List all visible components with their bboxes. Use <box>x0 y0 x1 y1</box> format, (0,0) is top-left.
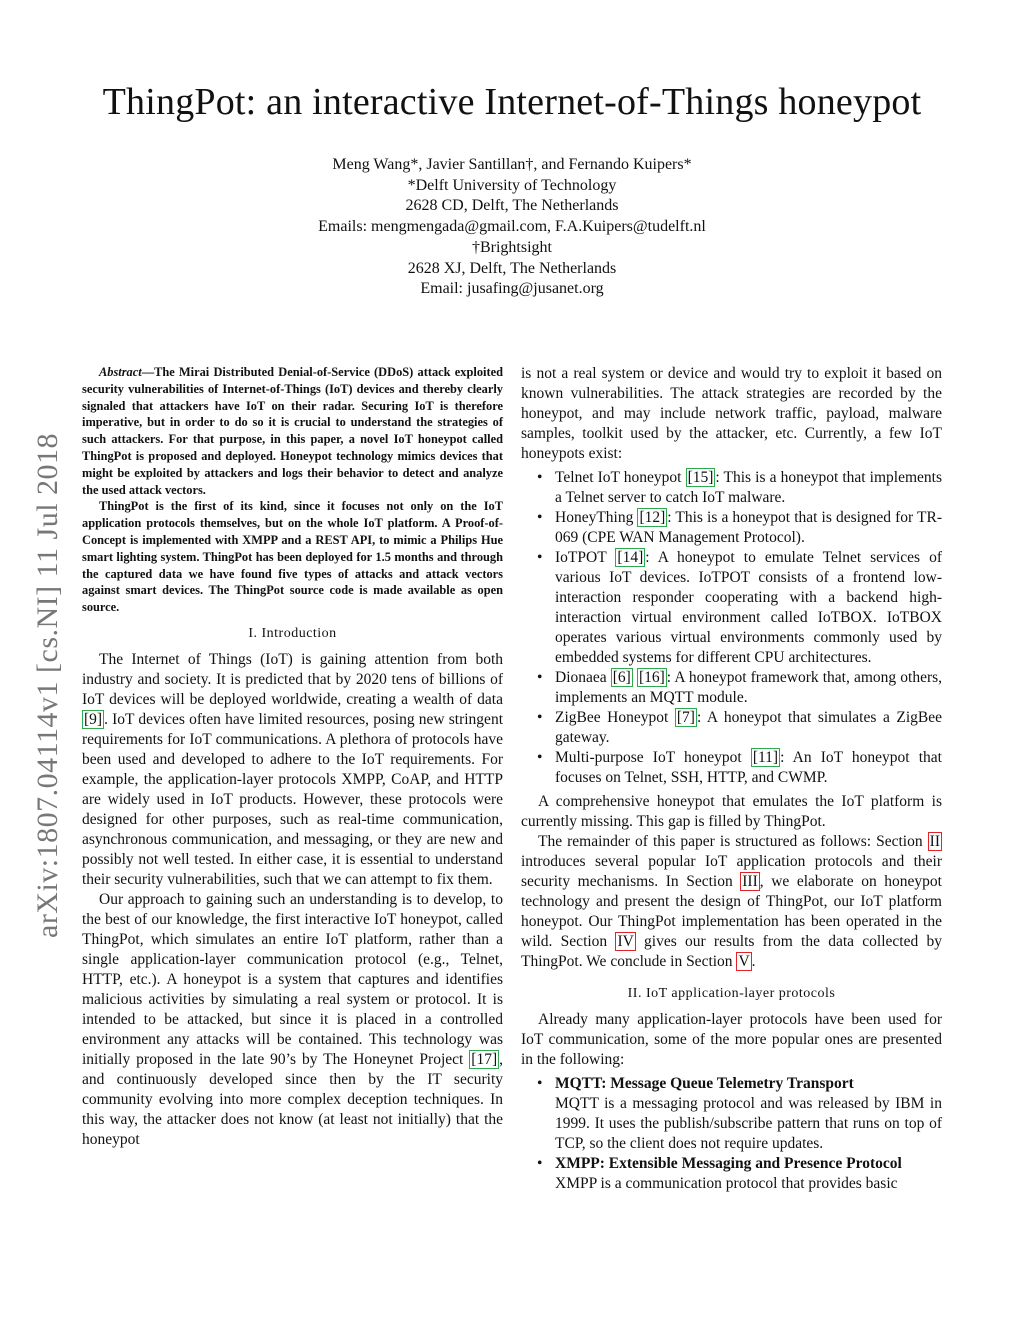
abstract <box>82 364 503 616</box>
bullet-icon: • <box>537 549 543 566</box>
section-heading-protocols: II. IoT application-layer protocols <box>627 986 836 1001</box>
protocol-desc: MQTT is a messaging protocol and was released by IBM in 1999. It uses the publish/subscribe pattern that runs on top of TCP, so the client does not require updates. <box>555 1095 942 1152</box>
right-paragraph-3: Already many application-layer protocols have been used for IoT communication, some of the more popular ones are presented in the following: <box>521 1011 942 1068</box>
list-item: • IoTPOT [14] : A honeypot to emulate Telnet services of various IoT devices. IoTPOT consists of a frontend low-interaction responder cooperating with a backend high-interaction virtual environment called IoTBOX. IoTBOX operates various virtual environments commonly used by embedded systems for different CPU architectures. <box>537 549 942 666</box>
email-2: Email: jusafing@jusanet.org <box>420 280 604 298</box>
intro-paragraph-2: Our approach to gaining such an understanding is to develop, to the best of our knowledge, the first interactive IoT honeypot, called ThingPot, which simulates an entire IoT platform, rather than a single application-layer communication protocol (e.g., Telnet, HTTP, etc.). A honeypot is a system that captures and identifies malicious activities by simulating a real system or protocol. It is intended to be attacked, but since it is placed in a controlled environment any attacks will be contained. This technology was initially proposed in the late 90’s by The Honeynet Project [17] , and continuously developed since then by the IT security community evolving into more complex deception techniques. In this way, the attacker does not know (at least not initially) that the honeypot <box>82 890 503 1148</box>
address-1: 2628 CD, Delft, The Netherlands <box>405 197 619 215</box>
bullet-icon: • <box>537 709 543 726</box>
list-item <box>537 1074 942 1154</box>
bullet-icon: • <box>537 469 543 486</box>
right-paragraph-0: is not a real system or device and would try to exploit it based on known vulnerabilities. The attack strategies are recorded by the honeypot, and may include network traffic, payload, malware samples, toolkit used by the attacker, etc. Currently, a few IoT honeypots exist: <box>521 365 942 462</box>
protocol-desc: XMPP is a communication protocol that provides basic <box>555 1175 898 1192</box>
affiliation-1: *Delft University of Technology <box>407 176 617 194</box>
citation-link[interactable]: [11] <box>752 749 779 766</box>
arxiv-identifier: arXiv:1807.04114v1 [cs.NI] 11 Jul 2018 <box>31 432 64 938</box>
bullet-icon: • <box>537 509 543 526</box>
bullet-icon: • <box>537 1075 543 1092</box>
list-item: • Multi-purpose IoT honeypot [11] : An IoT honeypot that focuses on Telnet, SSH, HTTP, and CWMP. <box>537 749 942 786</box>
citation-link[interactable]: [12] <box>639 509 666 526</box>
list-item: • HoneyThing [12] : This is a honeypot that is designed for TR-069 (CPE WAN Management Protocol). <box>537 509 942 546</box>
section-link[interactable]: IV <box>617 933 634 950</box>
paper-title: ThingPot: an interactive Internet-of-Things honeypot <box>102 81 922 123</box>
citation-link[interactable]: [7] <box>676 709 695 726</box>
bullet-icon: • <box>537 749 543 766</box>
affiliation-2: †Brightsight <box>471 238 552 256</box>
emails-1: Emails: mengmengada@gmail.com, F.A.Kuipers@tudelft.nl <box>318 218 706 236</box>
right-paragraph-1: A comprehensive honeypot that emulates the IoT platform is currently missing. This gap is filled by ThingPot. <box>521 793 942 830</box>
section-link[interactable]: V <box>738 953 750 970</box>
author-names: Meng Wang*, Javier Santillan†, and Fernando Kuipers* <box>332 156 692 173</box>
citation-link[interactable]: [17] <box>471 1050 498 1068</box>
section-link[interactable]: III <box>742 873 758 890</box>
citation-link[interactable]: [16] <box>638 669 665 686</box>
list-item: • Telnet IoT honeypot [15] : This is a honeypot that implements a Telnet server to catch IoT malware. <box>537 469 943 506</box>
citation-link[interactable]: [9] <box>84 710 103 728</box>
citation-link[interactable]: [6] <box>612 669 631 686</box>
intro-paragraph-1: The Internet of Things (IoT) is gaining attention from both industry and society. It is predicted that by 2020 tens of billions of IoT devices will be deployed worldwide, creating a wealth of data [9] . IoT devices often have limited resources, posing new stringent requirements for IoT communications. A plethora of protocols have been used and developed to adhere to the IoT requirements. For example, the application-layer protocols XMPP, CoAP, and HTTP are widely used in IoT products. However, these protocols were designed for other purposes, such as real-time communication, asynchronous communication, and messaging, or they are new and possibly not well tested. In either case, it is essential to understand their security vulnerabilities, such that we can attempt to fix them. <box>82 650 503 888</box>
list-item: • ZigBee Honeypot [7] : A honeypot that simulates a ZigBee gateway. <box>537 709 942 746</box>
abstract-p1: —The Mirai Distributed Denial-of-Service (DDoS) attack exploited security vulnerabilities of Internet-of-Things (IoT) devices and thereby clearly signaled that attackers have IoT on their radar. Securing IoT is therefore imperative, but in order to do so it is crucial to understand the strategies of such attackers. For that purpose, in this paper, a novel IoT honeypot called ThingPot is proposed and deployed. Honeypot technology mimics devices that might be exploited by attackers and logs their behavior to detect and analyze the used attack vectors. <box>82 365 503 497</box>
bullet-icon: • <box>537 669 543 686</box>
citation-link[interactable]: [14] <box>617 549 644 566</box>
right-paragraph-2: The remainder of this paper is structured as follows: Section II introduces several popular IoT application protocols and their security mechanisms. In Section III , we elaborate on honeypot technology and present the design of ThingPot, our IoT platform honeypot. Our ThingPot implementation has been operated in the wild. Section IV gives our results from the data collected by ThingPot. We conclude in Section V . <box>521 833 942 970</box>
left-column <box>82 364 503 1150</box>
section-heading-intro: I. Introduction <box>248 625 337 641</box>
author-block <box>0 155 1024 300</box>
protocol-list <box>521 1074 942 1194</box>
protocol-name: XMPP: Extensible Messaging and Presence Protocol <box>555 1155 902 1172</box>
honeypot-list <box>521 468 942 788</box>
list-item: • Dionaea [6] [16] : A honeypot framework that, among others, implements an MQTT module. <box>537 669 943 706</box>
right-column <box>521 364 942 1198</box>
abstract-label: Abstract <box>99 365 142 379</box>
list-item <box>537 1154 942 1194</box>
section-link[interactable]: II <box>929 833 940 850</box>
bullet-icon: • <box>537 1155 543 1172</box>
abstract-p2: ThingPot is the first of its kind, since it focuses not only on the IoT application protocols themselves, but on the whole IoT platform. A Proof-of-Concept is implemented with XMPP and a REST API, to mimic a Philips Hue smart lighting system. ThingPot has been deployed for 1.5 months and through the captured data we have found five types of attacks and attack vectors against smart devices. The ThingPot source code is made available as open source. <box>82 499 503 615</box>
address-2: 2628 XJ, Delft, The Netherlands <box>407 259 617 277</box>
citation-link[interactable]: [15] <box>687 469 714 486</box>
protocol-name: MQTT: Message Queue Telemetry Transport <box>555 1075 854 1092</box>
